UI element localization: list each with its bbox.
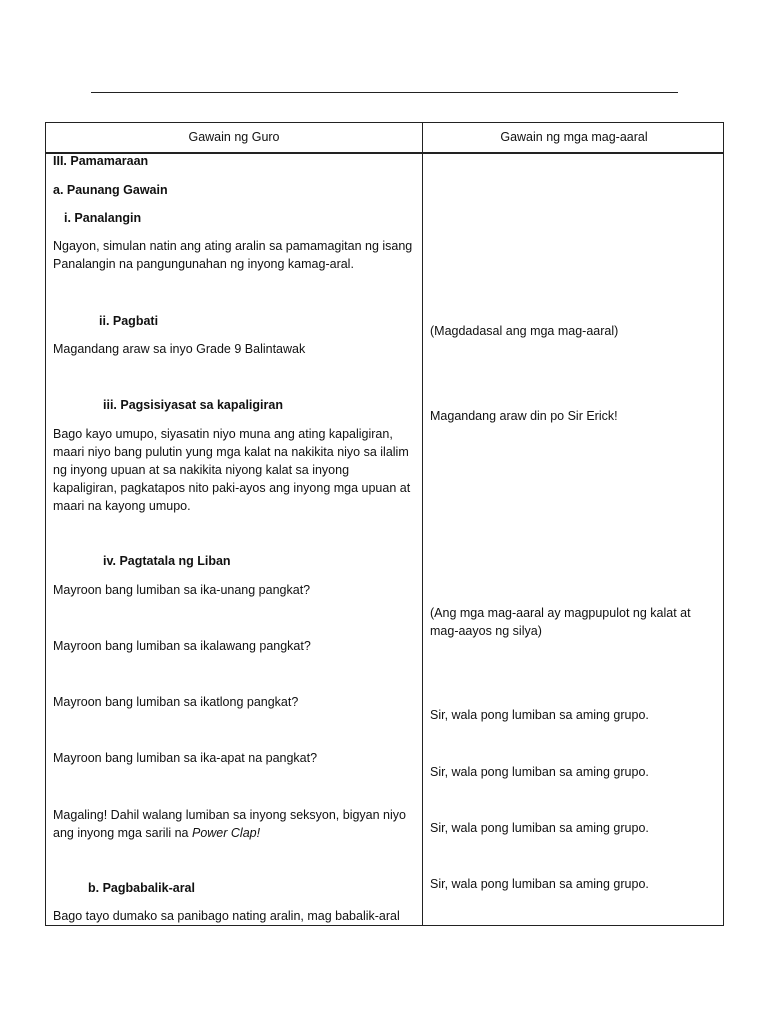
teacher-text: Magaling! Dahil walang lumiban sa inyong seksyon, bigyan niyo <box>53 808 406 822</box>
teacher-text <box>53 824 260 842</box>
student-response: mag-aayos ng silya) <box>430 624 542 638</box>
teacher-text: Bago kayo umupo, siyasatin niyo muna ang ating kapaligiran, <box>53 427 393 441</box>
teacher-column-header: Gawain ng Guro <box>188 130 280 144</box>
teacher-question: Mayroon bang lumiban sa ikalawang pangkat? <box>53 639 311 653</box>
student-response: (Magdadasal ang mga mag-aaral) <box>430 324 619 338</box>
student-column-header: Gawain ng mga mag-aaral <box>500 130 648 144</box>
item-heading-pagsisiyasat: iii. Pagsisiyasat sa kapaligiran <box>103 398 283 412</box>
subsection-heading: a. Paunang Gawain <box>53 183 168 197</box>
teacher-text: Ngayon, simulan natin ang ating aralin sa pamamagitan ng isang <box>53 239 413 253</box>
student-response: Sir, wala pong lumiban sa aming grupo. <box>430 821 649 835</box>
student-response: Sir, wala pong lumiban sa aming grupo. <box>430 708 649 722</box>
teacher-question: Mayroon bang lumiban sa ika-unang pangkat? <box>53 583 311 597</box>
power-clap-text: Power Clap! <box>191 826 261 840</box>
teacher-text: Magandang araw sa inyo Grade 9 Balintawak <box>53 342 306 356</box>
teacher-text: ng inyong upuan at sa nakikita niyong kalat sa inyong <box>53 463 350 477</box>
column-divider <box>422 123 423 925</box>
student-response: Magandang araw din po Sir Erick! <box>430 409 618 423</box>
student-response: (Ang mga mag-aaral ay magpupulot ng kalat at <box>430 606 691 620</box>
teacher-text: Panalangin na pangungunahan ng inyong kamag-aral. <box>53 257 354 271</box>
section-heading: III. Pamamaraan <box>53 154 149 168</box>
header-rule <box>91 92 678 93</box>
item-heading-pagbati: ii. Pagbati <box>99 314 159 328</box>
teacher-question: Mayroon bang lumiban sa ikatlong pangkat? <box>53 695 299 709</box>
praise-prefix: ang inyong mga sarili na <box>53 826 192 840</box>
item-heading-panalangin: i. Panalangin <box>64 211 142 225</box>
lesson-plan-table <box>45 122 724 926</box>
teacher-question: Mayroon bang lumiban sa ika-apat na pangkat? <box>53 751 318 765</box>
item-heading-pagtatala: iv. Pagtatala ng Liban <box>103 554 231 568</box>
teacher-text: maari niyo bang pulutin yung mga kalat na nakikita niyo sa ilalim <box>53 445 409 459</box>
student-response: Sir, wala pong lumiban sa aming grupo. <box>430 877 649 891</box>
subsection-heading: b. Pagbabalik-aral <box>88 881 195 895</box>
teacher-text: kapaligiran, pagkatapos nito paki-ayos ang inyong mga upuan at <box>53 481 411 495</box>
student-response: Sir, wala pong lumiban sa aming grupo. <box>430 765 649 779</box>
teacher-text: Bago tayo dumako sa panibago nating aralin, mag babalik-aral <box>53 909 400 923</box>
teacher-text: maari na kayong umupo. <box>53 499 191 513</box>
